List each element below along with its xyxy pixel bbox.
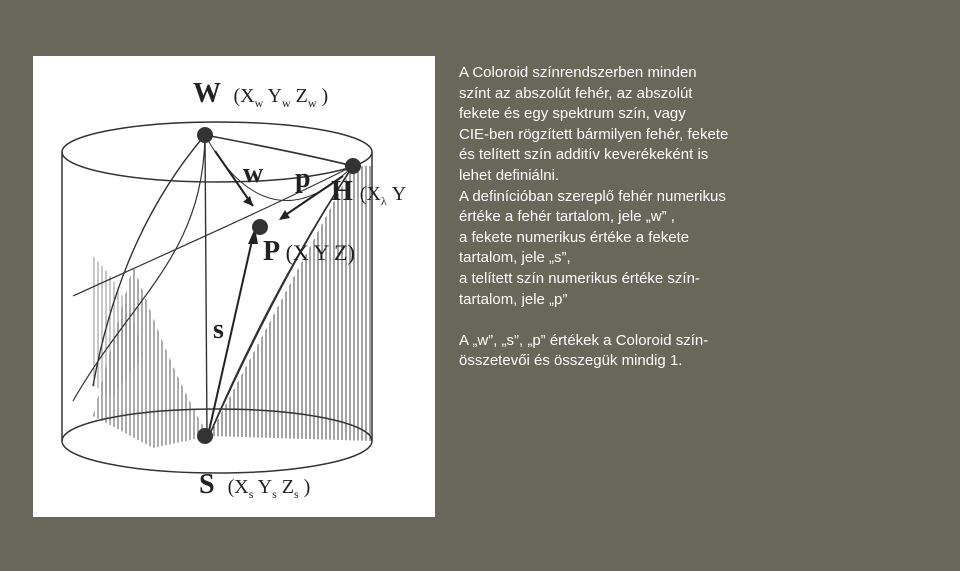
description-text [459,63,789,372]
label-h [331,176,406,209]
label-s [199,469,310,502]
para2-line1: A definícióban szereplő fehér numerikus [459,187,726,205]
arrowhead-p [279,210,290,220]
cylinder-drawing [33,56,435,517]
h-x: (X [359,183,381,205]
axis-w-s [205,135,207,436]
para1-line5: és telített szín additív keverékeként is [459,146,709,164]
label-small-p: p [295,163,311,194]
w-y: Y [263,85,282,107]
label-small-w: w [243,158,264,189]
label-small-s: s [213,314,224,345]
label-w-tuple [233,85,329,110]
label-p-tuple: (X Y Z) [285,240,355,265]
edge-w-h [205,135,353,166]
para1-line3: fekete és egy spektrum szín, vagy [459,105,686,123]
para2-line4: tartalom, jele „s”, [459,249,571,267]
point-s [197,428,213,444]
para3-line2: összetevői és összegük mindig 1. [459,352,683,370]
top-ellipse [62,122,372,182]
para1-line4: CIE-ben rögzített bármilyen fehér, fekete [459,125,729,143]
w-z: Z [290,85,308,107]
para2-line3: a fekete numerikus értéke a fekete [459,228,690,246]
para1-line6: lehet definiálni. [459,166,560,184]
para1-line2: színt az abszolút fehér, az abszolút [459,84,693,102]
para2-line5: a telített szín numerikus értéke szín- [459,269,700,287]
s-close: ) [298,476,311,498]
para2-line2: értéke a fehér tartalom, jele „w” , [459,208,675,226]
w-x: (X [233,85,255,107]
para1-line1: A Coloroid színrendszerben minden [459,64,697,81]
label-w-letter: W [193,78,221,109]
para3-line1: A „w”, „s”, „p” értékek a Coloroid szín- [459,331,709,349]
coloroid-diagram [33,56,435,517]
paragraph-gap [459,310,789,331]
w-x-sub: w [254,96,264,110]
label-s-letter: S [199,469,215,500]
label-w [193,78,328,111]
s-x: (X [227,476,249,498]
w-y-sub: w [281,96,291,110]
point-w [197,127,213,143]
h-y: Y [386,183,407,205]
w-z-sub: w [307,96,317,110]
h-x-sub: λ [380,194,387,208]
s-y: Y [253,476,273,498]
w-close: ) [316,85,329,107]
label-h-letter: H [331,176,353,207]
s-x-sub: s [248,487,254,501]
s-z-sub: s [293,487,299,501]
label-p [263,236,355,268]
s-y-sub: s [272,487,277,501]
label-p-letter: P [263,236,279,267]
label-h-tuple [359,183,407,208]
point-p [252,219,268,235]
point-h [345,158,361,174]
para2-line6: tartalom, jele „p” [459,290,568,308]
label-s-tuple [227,476,311,501]
s-z: Z [276,476,294,498]
